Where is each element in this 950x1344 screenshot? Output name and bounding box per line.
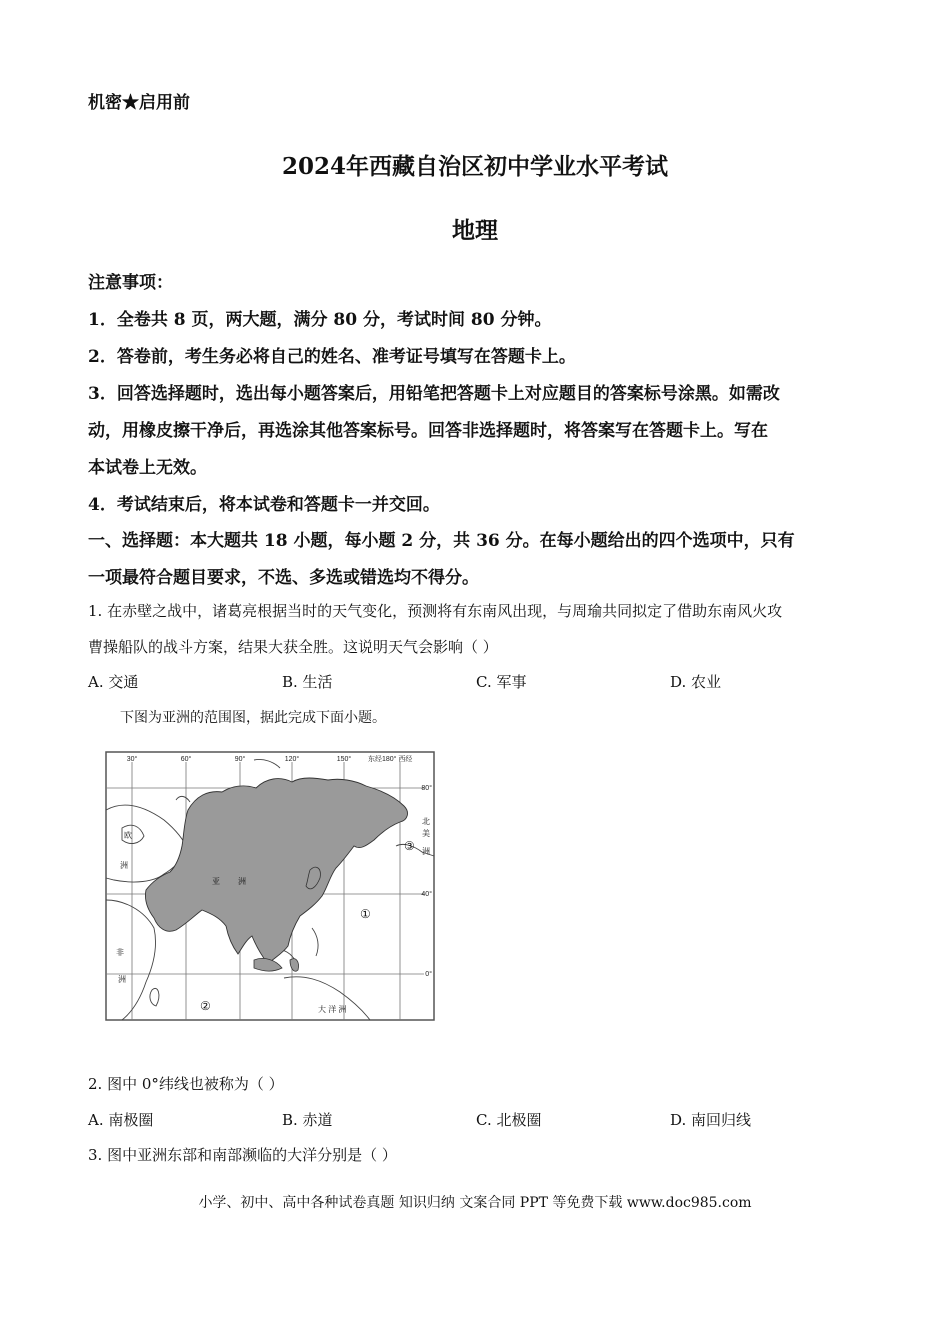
lon-label-60: 60°: [180, 756, 192, 763]
north-america-label-2: 美: [422, 829, 430, 838]
north-america-label-1: 北: [422, 817, 430, 826]
lon-label-90: 90°: [234, 756, 246, 763]
q2-option-b: B. 赤道: [282, 1111, 333, 1129]
map-intro: 下图为亚洲的范围图，据此完成下面小题。: [120, 710, 386, 726]
q1-option-b: B. 生活: [282, 673, 333, 691]
section-heading-line-2: 一项最符合题目要求，不选、多选或错选均不得分。: [88, 568, 479, 588]
note-line-2: 2．答卷前，考生务必将自己的姓名、准考证号填写在答题卡上。: [88, 347, 576, 367]
lat-label-0: 0°: [425, 971, 432, 978]
note-line-1: 1．全卷共 8 页，两大题，满分 80 分，考试时间 80 分钟。: [88, 310, 552, 330]
q2-option-d: D. 南回归线: [670, 1111, 752, 1129]
north-america-label-3: 洲: [422, 847, 430, 856]
q2-option-a: A. 南极圈: [88, 1111, 154, 1129]
note-line-4: 4．考试结束后，将本试卷和答题卡一并交回。: [88, 495, 440, 515]
question-1-line-1: 1. 在赤壁之战中，诸葛亮根据当时的天气变化，预测将有东南风出现，与周瑜共同拟定了借助东南风火攻: [88, 602, 783, 620]
asia-label-1: 亚: [212, 877, 220, 886]
notes-heading: 注意事项：: [88, 273, 173, 293]
lat-label-40: 40°: [421, 891, 432, 898]
confidential-label: 机密★启用前: [88, 93, 190, 113]
q1-option-c: C. 军事: [476, 673, 527, 691]
note-line-3b: 动，用橡皮擦干净后，再选涂其他答案标号。回答非选择题时，将答案写在答题卡上。写在: [88, 421, 768, 441]
oceania-label: 大 洋 洲: [318, 1005, 347, 1014]
africa-label-1: 非: [116, 948, 124, 957]
exam-title: 2024年西藏自治区初中学业水平考试: [281, 153, 668, 180]
note-line-3c: 本试卷上无效。: [88, 458, 207, 478]
lon-label-150: 150°: [336, 756, 352, 763]
asia-label-2: 洲: [238, 877, 246, 886]
europe-label-1: 欧: [124, 831, 132, 840]
q1-option-a: A. 交通: [88, 673, 139, 691]
section-heading-line-1: 一、选择题：本大题共 18 小题，每小题 2 分，共 36 分。在每小题给出的四个选项中，只有: [88, 531, 795, 551]
europe-label-2: 洲: [120, 861, 128, 870]
exam-subject: 地理: [452, 217, 498, 244]
note-line-3a: 3．回答选择题时，选出每小题答案后，用铅笔把答题卡上对应题目的答案标号涂黑。如需改: [88, 384, 780, 404]
page-footer: 小学、初中、高中各种试卷真题 知识归纳 文案合同 PPT 等免费下载 www.doc985.com: [198, 1195, 752, 1211]
marker-2: ②: [200, 999, 211, 1013]
q1-option-d: D. 农业: [670, 673, 722, 691]
lon-label-120: 120°: [284, 756, 300, 763]
marker-1: ①: [360, 907, 371, 921]
lon-label-30: 30°: [126, 756, 138, 763]
lat-label-80: 80°: [421, 785, 432, 792]
question-1-line-2: 曹操船队的战斗方案，结果大获全胜。这说明天气会影响（ ）: [88, 638, 498, 656]
asia-map-figure: [104, 750, 436, 1022]
africa-label-2: 洲: [118, 975, 126, 984]
question-3-stem: 3. 图中亚洲东部和南部濒临的大洋分别是（ ）: [88, 1146, 397, 1164]
q2-option-c: C. 北极圈: [476, 1111, 542, 1129]
lon-label-180: 东经180° 西经: [368, 756, 413, 763]
marker-3: ③: [404, 839, 415, 853]
question-2-stem: 2. 图中 0°纬线也被称为（ ）: [88, 1075, 284, 1093]
